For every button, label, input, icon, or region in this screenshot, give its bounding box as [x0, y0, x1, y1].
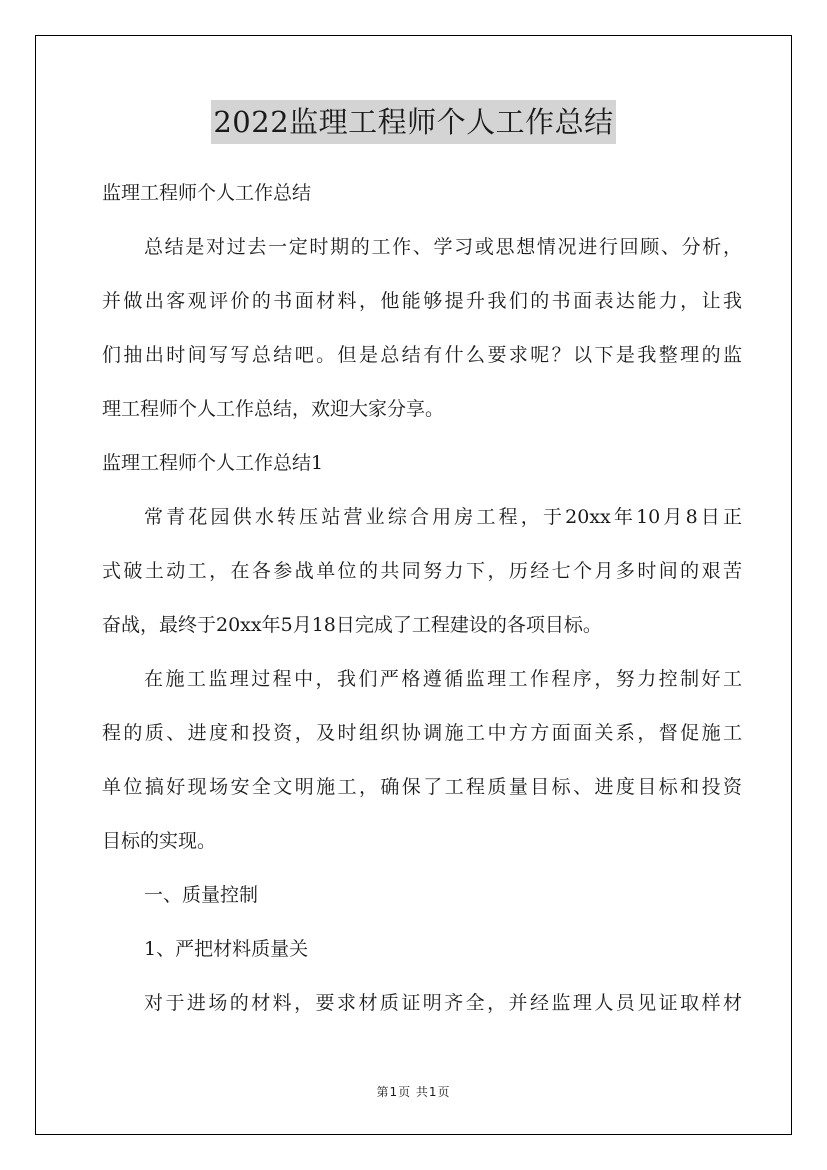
- title-container: [0, 100, 827, 144]
- document-body: [102, 166, 742, 1030]
- text-line: 在施工监理过程中，我们严格遵循监理工作程序，努力控制好工: [144, 668, 742, 690]
- page-footer: 第1页 共1页: [376, 1085, 451, 1099]
- text-line: 监理工程师个人工作总结: [102, 182, 312, 204]
- text-line: 一、质量控制: [144, 884, 259, 906]
- text-line: 式破土动工，在各参战单位的共同努力下，历经七个月多时间的艰苦: [102, 560, 742, 582]
- text-line: 目标的实现。: [102, 830, 217, 852]
- text-line: 并做出客观评价的书面材料，他能够提升我们的书面表达能力，让我: [102, 290, 742, 312]
- text-line: 监理工程师个人工作总结1: [102, 452, 324, 474]
- text-line: 总结是对过去一定时期的工作、学习或思想情况进行回顾、分析，: [144, 236, 742, 258]
- text-line: 1、严把材料质量关: [144, 938, 309, 960]
- text-line: 单位搞好现场安全文明施工，确保了工程质量目标、进度目标和投资: [102, 776, 742, 798]
- text-line: 对于进场的材料，要求材质证明齐全，并经监理人员见证取样材: [144, 992, 742, 1014]
- text-line: 程的质、进度和投资，及时组织协调施工中方方面面关系，督促施工: [102, 722, 742, 744]
- text-line: 们抽出时间写写总结吧。但是总结有什么要求呢？以下是我整理的监: [102, 344, 742, 366]
- text-line: 常青花园供水转压站营业综合用房工程，于20xx年10月8日正: [144, 506, 742, 528]
- text-line: 理工程师个人工作总结，欢迎大家分享。: [102, 398, 445, 420]
- document-title: 2022监理工程师个人工作总结: [211, 100, 615, 144]
- text-line: 奋战，最终于20xx年5月18日完成了工程建设的各项目标。: [102, 614, 602, 636]
